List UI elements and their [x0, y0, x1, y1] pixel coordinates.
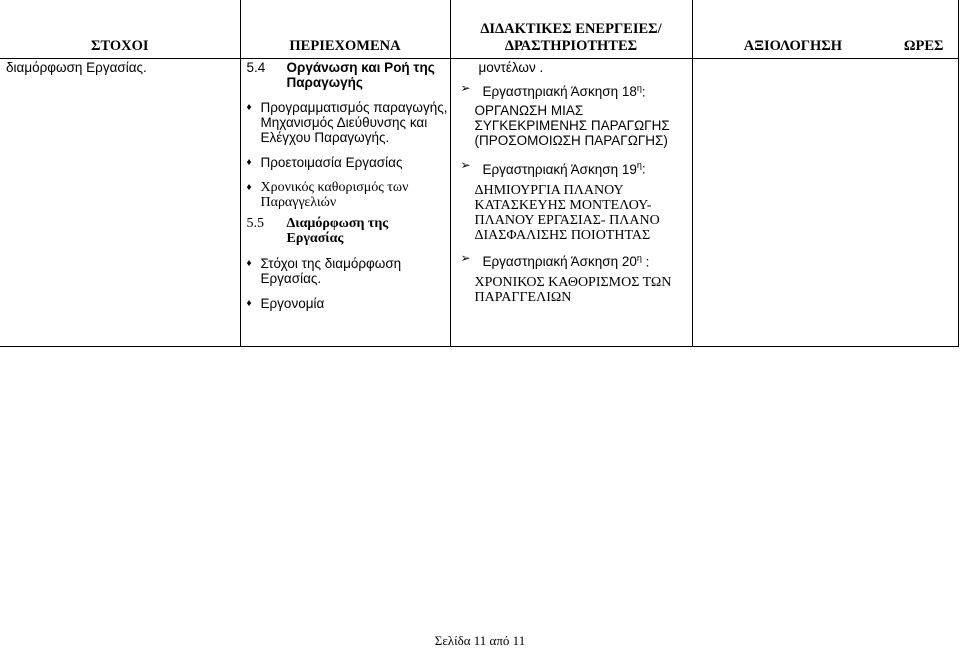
section-5-4-title-line2: Παραγωγής — [286, 74, 363, 90]
contents-cell — [240, 58, 450, 346]
lab-18-sup: η — [636, 82, 642, 93]
lab-20: ➢ Εργαστηριακή Άσκηση $20^\eta$ : — [460, 250, 650, 269]
goals-cell — [0, 58, 240, 346]
content-row — [0, 58, 958, 346]
contents-bullet-2 — [243, 155, 450, 170]
bullet-1-line-3: Ελέγχου Παραγωγής. — [260, 129, 390, 145]
hours-cell — [842, 58, 958, 346]
lab-19-sup: η — [636, 160, 642, 170]
arrow-bullet-icon: ➢ — [460, 158, 471, 172]
lab-18: ➢ Εργαστηριακή Άσκηση $18^\eta$: — [460, 80, 646, 99]
section-5-4-title-line1: Οργάνωση και Ροή της — [286, 59, 435, 75]
activities-continued-text: μοντέλων . — [478, 59, 544, 75]
section-5-5-title — [287, 216, 389, 246]
section-5-4 — [243, 59, 450, 90]
bullet-5-text: Εργονομία — [260, 295, 325, 311]
bullet-3-line-1: Χρονικός καθορισμός των — [260, 179, 409, 195]
lab-19-label: Εργαστηριακή Άσκηση 19 — [482, 161, 637, 177]
lab-19-line-1: ΔΗΜΙΟΥΡΓΙΑ ΠΛΑΝΟΥ — [474, 182, 624, 198]
diamond-bullet-icon: ♦ — [246, 257, 252, 269]
section-5-5 — [243, 216, 450, 246]
section-5-4-title — [287, 60, 435, 90]
lab-19-line-2: ΚΑΤΑΣΚΕΥΗΣ ΜΟΝΤΕΛΟΥ- — [474, 197, 652, 213]
lab-20-label: Εργαστηριακή Άσκηση 20 — [482, 254, 637, 269]
diamond-bullet-icon: ♦ — [246, 181, 252, 193]
section-5-5-number: 5.5 — [246, 215, 264, 231]
activities-cell — [450, 58, 692, 346]
page-footer: Σελίδα 11 από 11 — [434, 633, 526, 648]
section-5-5-title-line2: Εργασίας — [286, 230, 344, 246]
lab-20-line-2: ΠΑΡΑΓΓΕΛΙΩΝ — [474, 290, 572, 305]
lab-18-line-1: ΟΡΓΑΝΩΣΗ ΜΙΑΣ — [474, 103, 584, 118]
bullet-4-line-1: Στόχοι της διαμόρφωση — [260, 255, 402, 271]
arrow-bullet-icon: ➢ — [460, 80, 471, 95]
lab-20-line-1: ΧΡΟΝΙΚΟΣ ΚΑΘΟΡΙΣΜΟΣ ΤΩΝ — [474, 275, 672, 290]
contents-bullet-5 — [243, 296, 450, 311]
bullet-1-line-2: Μηχανισμός Διεύθυνσης και — [260, 114, 428, 130]
header-row — [0, 0, 958, 58]
lab-18-line-2: ΣΥΓΚΕΚΡΙΜΕΝΗΣ ΠΑΡΑΓΩΓΗΣ — [474, 118, 670, 133]
lab-18-description — [459, 103, 692, 148]
lab-18-line-3: (ΠΡΟΣΟΜΟΙΩΣΗ ΠΑΡΑΓΩΓΗΣ) — [474, 133, 668, 148]
lab-18-label: Εργαστηριακή Άσκηση 18 — [482, 84, 637, 99]
contents-bullet-4 — [243, 256, 450, 286]
section-5-5-title-line1: Διαμόρφωση της — [286, 215, 389, 231]
header-evaluation: ΑΞΙΟΛΟΓΗΣΗ — [692, 0, 842, 58]
bullet-1-line-1: Προγραμματισμός παραγωγής, — [260, 99, 448, 115]
header-activities — [450, 0, 692, 58]
header-activities-line1: ΔΙΔΑΚΤΙΚΕΣ ΕΝΕΡΓΕΙΕΣ/ — [480, 20, 662, 37]
bullet-4-line-2: Εργασίας. — [260, 270, 322, 286]
bullet-2-text: Προετοιμασία Εργασίας — [260, 154, 403, 170]
lab-19-line-3: ΠΛΑΝΟΥ ΕΡΓΑΣΙΑΣ- ΠΛΑΝΟ — [474, 212, 660, 228]
header-hours: ΩΡΕΣ — [842, 0, 958, 58]
header-contents: ΠΕΡΙΕΧΟΜΕΝΑ — [240, 0, 450, 58]
diamond-bullet-icon: ♦ — [246, 156, 252, 168]
contents-bullet-1 — [243, 100, 450, 145]
diamond-bullet-icon: ♦ — [246, 297, 252, 309]
lab-19: ➢ Εργαστηριακή Άσκηση $19^\eta$: — [460, 158, 646, 177]
evaluation-cell — [692, 58, 842, 346]
lab-20-sup: η — [636, 252, 642, 263]
goals-text: διαμόρφωση Εργασίας. — [6, 59, 147, 75]
header-goals: ΣΤΟΧΟΙ — [0, 0, 240, 58]
header-activities-line2: ΔΡΑΣΤΗΡΙΟΤΗΤΕΣ — [504, 37, 638, 54]
section-5-4-number: 5.4 — [246, 59, 266, 75]
diamond-bullet-icon: ♦ — [246, 101, 252, 113]
bullet-3-line-2: Παραγγελιών — [260, 194, 337, 210]
arrow-bullet-icon: ➢ — [460, 250, 471, 265]
lab-19-description — [459, 183, 692, 243]
lab-20-description — [459, 275, 692, 305]
lab-19-line-4: ΔΙΑΣΦΑΛΙΣΗΣ ΠΟΙΟΤΗΤΑΣ — [474, 227, 651, 243]
contents-bullet-3 — [243, 180, 450, 210]
